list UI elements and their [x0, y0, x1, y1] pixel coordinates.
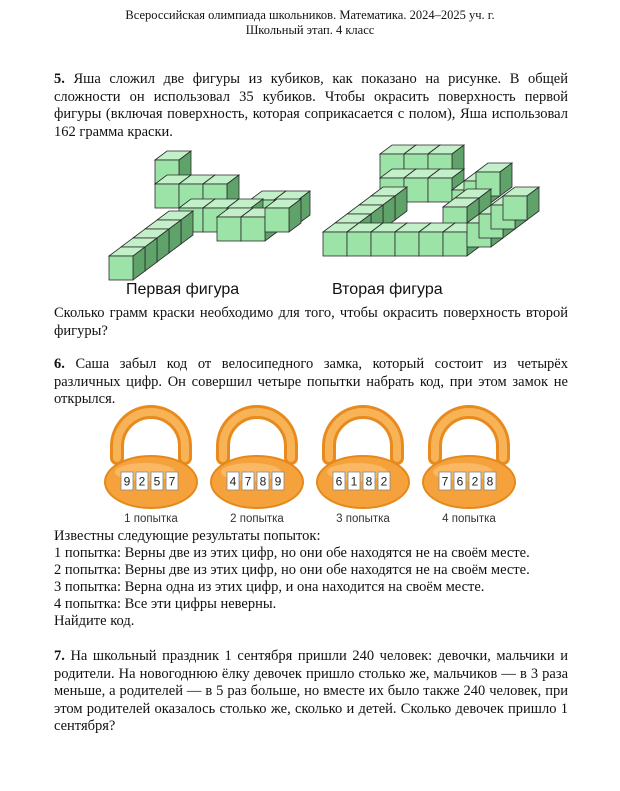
digit-1-4: 7	[168, 474, 176, 489]
digit-4-1: 7	[441, 474, 449, 489]
lock-caption-4: 4 попытка	[442, 513, 496, 525]
second-figure-caption: Вторая фигура	[332, 281, 443, 298]
result-4: 4 попытка: Все эти цифры неверны.	[54, 596, 277, 612]
problem-6-body: Саша забыл код от велосипедного замка, который состоит из четырёх различных цифр. Он совершил четыре попытки набрать код, при этом замок не открылся.	[54, 356, 568, 407]
digit-1-1: 9	[123, 474, 131, 489]
problem-7-text	[54, 648, 568, 736]
problem-6-number: 6.	[54, 356, 65, 372]
locks-illustration	[90, 410, 530, 510]
digit-3-2: 1	[350, 474, 358, 489]
problem-5-text	[54, 71, 568, 141]
problem-5-question: Сколько грамм краски необходимо для того, чтобы окрасить поверхность второй фигуры?	[54, 305, 568, 339]
digit-1-3: 5	[153, 474, 161, 489]
result-3: 3 попытка: Верна одна из этих цифр, и она находится на своём месте.	[54, 579, 485, 595]
digit-4-3: 2	[471, 474, 479, 489]
header-title: Всероссийская олимпиада школьников. Математика. 2024–2025 уч. г.	[125, 8, 495, 22]
lock-3	[317, 412, 409, 508]
digit-1-2: 2	[138, 474, 146, 489]
digit-2-3: 8	[259, 474, 267, 489]
lock-caption-2: 2 попытка	[230, 513, 284, 525]
cube	[109, 247, 145, 280]
lock-1	[105, 412, 197, 508]
digit-2-1: 4	[229, 474, 237, 489]
problem-6-text	[54, 356, 568, 409]
second-figure-illustration	[315, 140, 585, 265]
first-figure-illustration	[100, 140, 300, 275]
problem-7-body: На школьный праздник 1 сентября пришли 240 человек: девочки, мальчики и родители. На новогоднюю ёлку девочек пришло столько же, мальчиков — в 3 раза меньше, а родителей — в 5 раз больше, но вместе их было также 240 человек, при этом родителей оказалось столько же, сколько и детей. Сколько девочек пришло 1 сентября?	[54, 648, 569, 734]
header-subtitle: Школьный этап. 4 класс	[245, 23, 375, 37]
find-code: Найдите код.	[54, 613, 135, 629]
lock-caption-3: 3 попытка	[336, 513, 390, 525]
problem-5-body: Яша сложил две фигуры из кубиков, как показано на рисунке. В общей сложности он использовал 35 кубиков. Чтобы окрасить поверхность первой фигуры (включая поверхность, которая соприкасается с полом), Яша использовал 162 грамма краски.	[54, 71, 569, 140]
lock-caption-1: 1 попытка	[124, 513, 178, 525]
result-1: 1 попытка: Верны две из этих цифр, но они обе находятся не на своём месте.	[54, 545, 530, 561]
first-figure-caption: Первая фигура	[126, 281, 240, 298]
digit-4-4: 8	[486, 474, 494, 489]
digit-2-2: 7	[244, 474, 252, 489]
cube	[503, 187, 539, 220]
digit-3-4: 2	[380, 474, 388, 489]
problem-7-number: 7.	[54, 648, 65, 664]
cube	[265, 199, 301, 232]
lock-4	[423, 412, 515, 508]
digit-4-2: 6	[456, 474, 464, 489]
digit-3-3: 8	[365, 474, 373, 489]
results-intro: Известны следующие результаты попыток:	[54, 528, 321, 544]
result-2: 2 попытка: Верны две из этих цифр, но они обе находятся не на своём месте.	[54, 562, 530, 578]
lock-2	[211, 412, 303, 508]
digit-3-1: 6	[335, 474, 343, 489]
digit-2-4: 9	[274, 474, 282, 489]
problem-5-number: 5.	[54, 71, 65, 87]
